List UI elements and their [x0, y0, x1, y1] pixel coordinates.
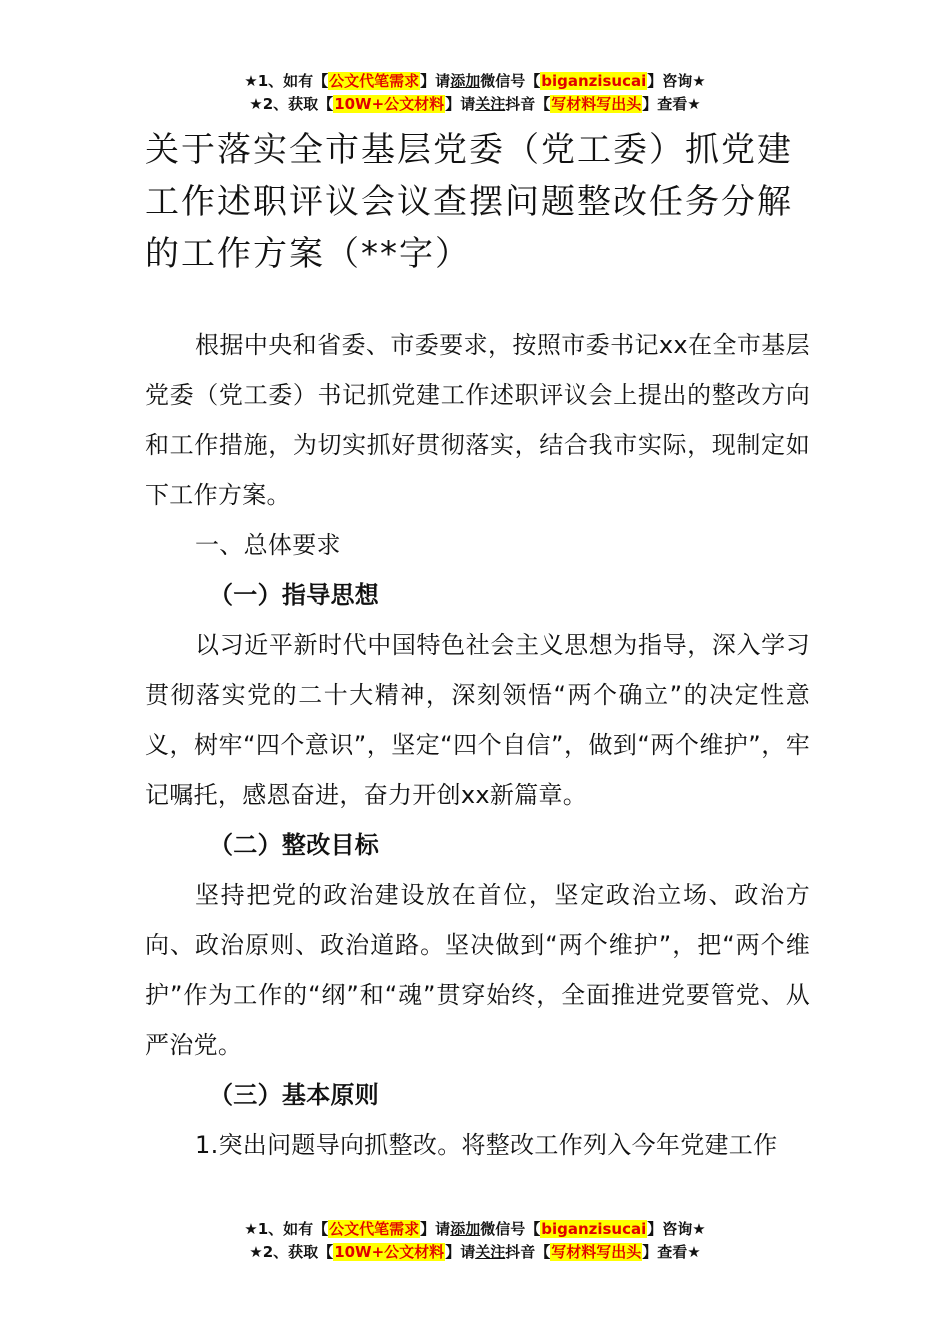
highlight-douyin: 写材料写出头 [551, 95, 642, 113]
promo-banner-top-line1: ★1、如有【公文代笔需求】请添加微信号【biganzisucai】咨询★ [244, 72, 706, 90]
document-body [145, 320, 810, 1170]
highlight-materials: 10W+公文材料 [334, 1243, 445, 1261]
subsection-paragraph-1: 以习近平新时代中国特色社会主义思想为指导，深入学习贯彻落实党的二十大精神，深刻领悟“两个确立”的决定性意义，树牢“四个意识”，坚定“四个自信”，做到“两个维护”，牢记嘱托，感恩奋进，奋力开创xx新篇章。 [145, 631, 810, 809]
list-item-1: 1.突出问题导向抓整改。将整改工作列入今年党建工作 [195, 1131, 778, 1159]
highlight-materials: 10W+公文材料 [334, 95, 445, 113]
highlight-douyin: 写材料写出头 [551, 1243, 642, 1261]
highlight-wechat-id: biganzisucai [541, 1220, 647, 1238]
document-title: 关于落实全市基层党委（党工委）抓党建工作述职评议会议查摆问题整改任务分解的工作方案（**字） [145, 130, 793, 274]
subsection-paragraph-2: 坚持把党的政治建设放在首位，坚定政治立场、政治方向、政治原则、政治道路。坚决做到“两个维护”，把“两个维护”作为工作的“纲”和“魂”贯穿始终，全面推进党要管党、从严治党。 [145, 881, 810, 1059]
highlight-service: 公文代笔需求 [329, 1220, 420, 1238]
promo-banner-bottom-line2: ★2、获取【10W+公文材料】请关注抖音【写材料写出头】查看★ [249, 1243, 701, 1261]
highlight-service: 公文代笔需求 [329, 72, 420, 90]
section-heading-1: 一、总体要求 [195, 531, 341, 559]
intro-paragraph: 根据中央和省委、市委要求，按照市委书记xx在全市基层党委（党工委）书记抓党建工作述职评议会上提出的整改方向和工作措施，为切实抓好贯彻落实，结合我市实际，现制定如下工作方案。 [145, 331, 810, 509]
highlight-wechat-id: biganzisucai [541, 72, 647, 90]
promo-banner-bottom-line1: ★1、如有【公文代笔需求】请添加微信号【biganzisucai】咨询★ [244, 1220, 706, 1238]
subsection-heading-3: （三）基本原则 [209, 1081, 380, 1109]
promo-banner-top-line2: ★2、获取【10W+公文材料】请关注抖音【写材料写出头】查看★ [249, 95, 701, 113]
subsection-heading-1: （一）指导思想 [209, 581, 380, 609]
subsection-heading-2: （二）整改目标 [209, 831, 380, 859]
